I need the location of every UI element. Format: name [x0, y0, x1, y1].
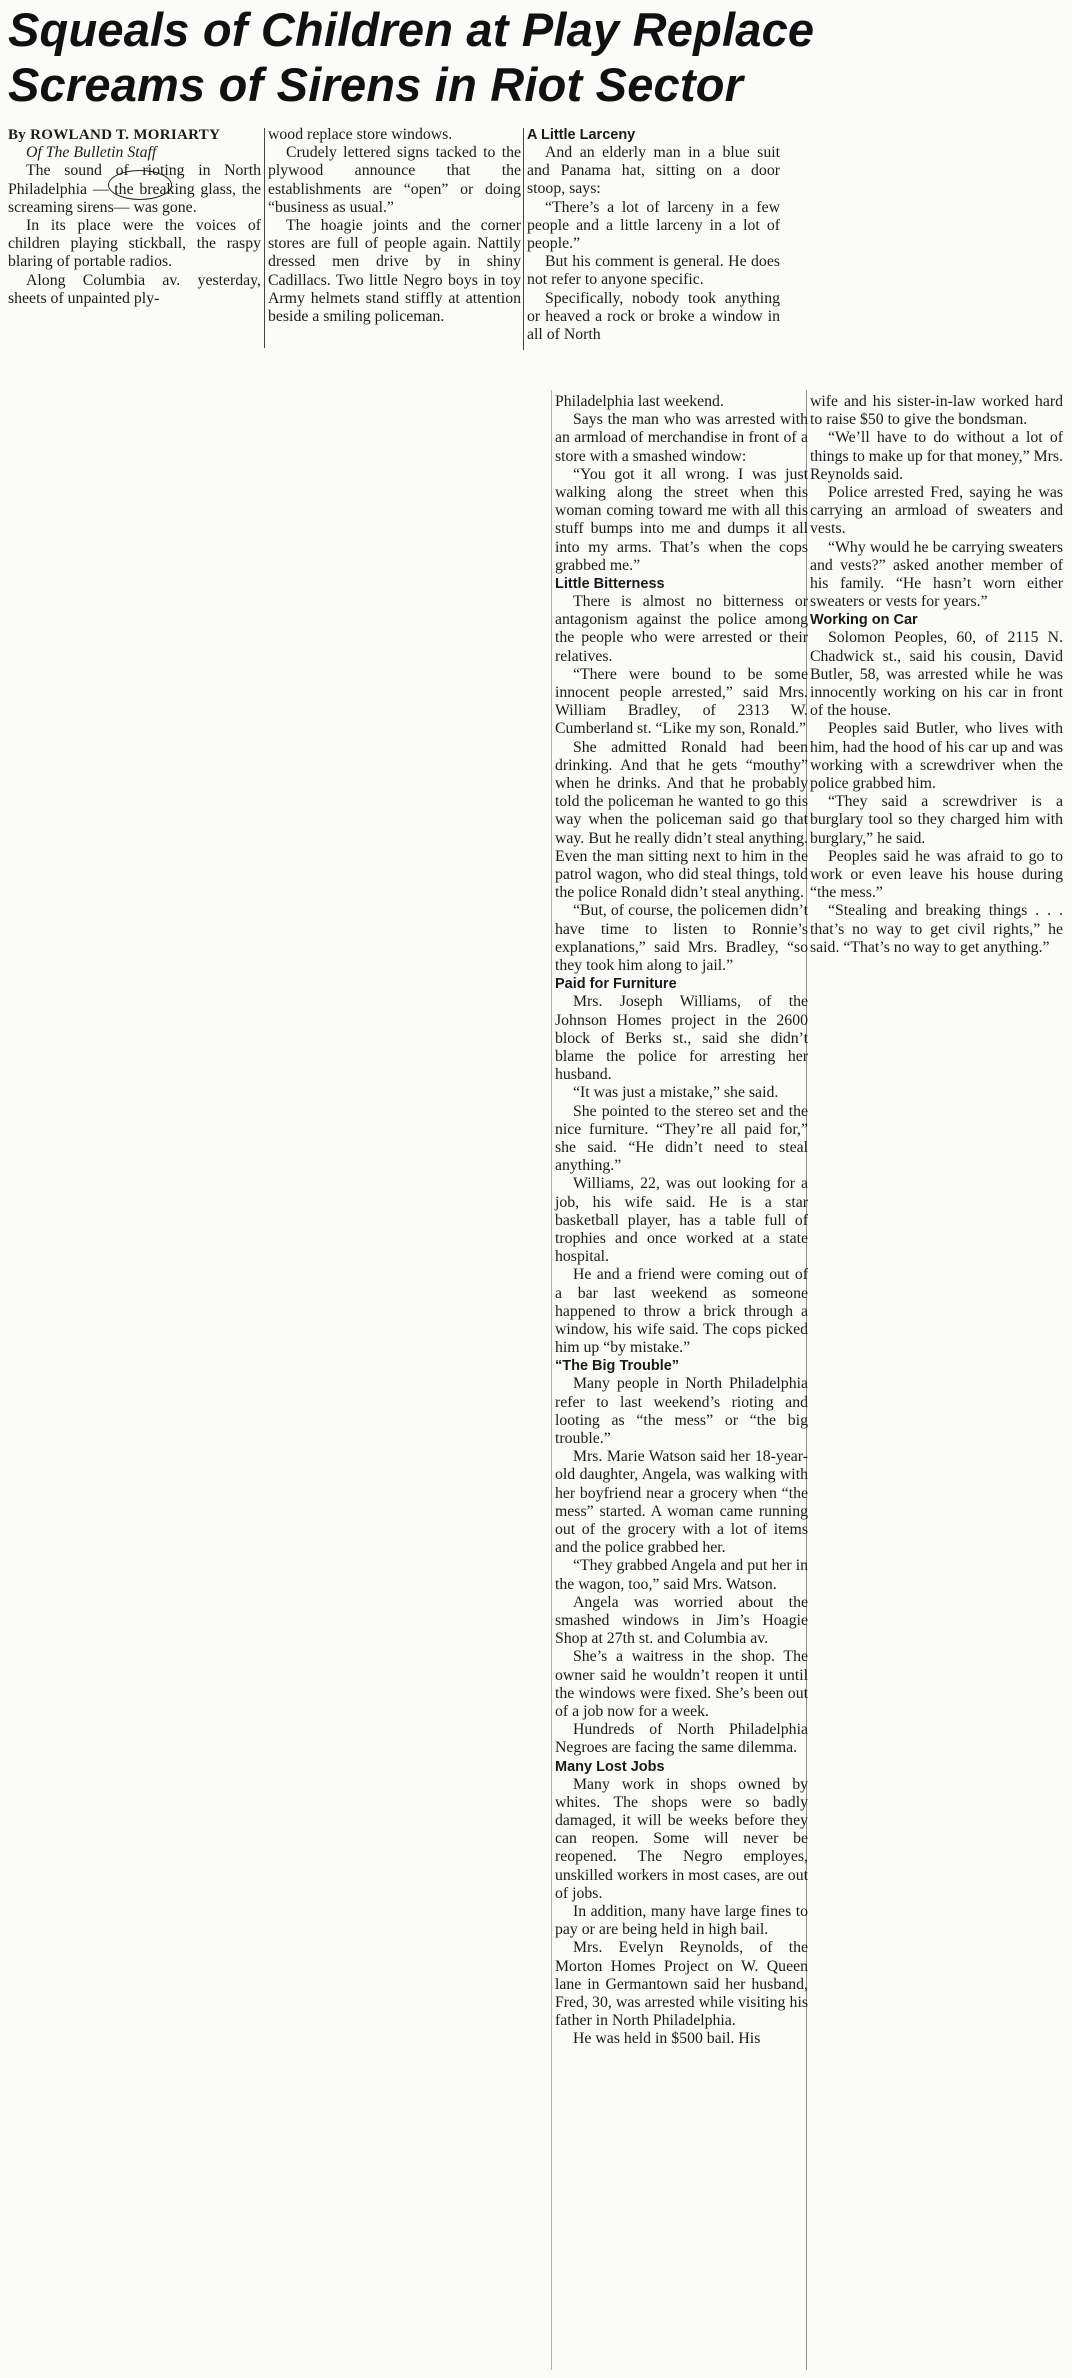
paragraph: There is almost no bitterness or antagonism against the police among the people who were arrested or their relatives. — [555, 593, 808, 665]
paragraph: Mrs. Marie Watson said her 18-year-old daughter, Angela, was walking with her boyfriend near a grocery when “the mess” started. A woman came running out of the grocery with a lot of items and the police grabbed her. — [555, 1448, 808, 1557]
paragraph: Mrs. Joseph Williams, of the Johnson Homes project in the 2600 block of Berks st., said she didn’t blame the police for arresting her husband. — [555, 993, 808, 1084]
paragraph: “It was just a mistake,” she said. — [573, 1084, 779, 1102]
paragraph: “There were bound to be some innocent people arrested,” said Mrs. William Bradley, of 2313 W. Cumberland st. “Like my son, Ronald.” — [555, 665, 808, 738]
paragraph: “They grabbed Angela and put her in the wagon, too,” said Mrs. Watson. — [555, 1557, 808, 1593]
paragraph: Williams, 22, was out looking for a job, his wife said. He is a star basketball player, has a table full of trophies and once worked at a state hospital. — [555, 1175, 808, 1266]
paragraph: He and a friend were coming out of a bar last weekend as someone happened to throw a brick through a window, his wife said. The cops picked him up “by mistake.” — [555, 1266, 808, 1357]
column-rule — [264, 128, 265, 348]
paragraph: “But, of course, the policemen didn’t have time to listen to Ronnie’s explanations,” said Mrs. Bradley, “so they took him along to jail.” — [555, 902, 808, 975]
paragraph: She’s a waitress in the shop. The owner said he wouldn’t reopen it until the windows were fixed. She’s been out of a job now for a week. — [555, 1648, 808, 1721]
article-column-2 — [268, 126, 521, 326]
article-column-5 — [810, 393, 1063, 957]
headline-line-2: Screams of Sirens in Riot Sector — [8, 58, 744, 111]
paragraph: The hoagie joints and the corner stores are full of people again. Nattily dressed men drive by in shiny Cadillacs. Two little Negro boys in toy Army helmets stand stiffly at attention beside a smiling policeman. — [268, 217, 521, 326]
paragraph: Peoples said Butler, who lives with him, had the hood of his car up and was working with a screwdriver when the police grabbed him. — [810, 720, 1063, 793]
paragraph: The sound of rioting in North Philadelphia — the breaking glass, the screaming sirens— was gone. — [8, 162, 261, 216]
paragraph: Angela was worried about the smashed windows in Jim’s Hoagie Shop at 27th st. and Columbia av. — [555, 1593, 808, 1648]
paragraph: Solomon Peoples, 60, of 2115 N. Chadwick st., said his cousin, David Butler, 58, was arrested while he was innocently working on his car in front of the house. — [810, 629, 1063, 720]
paragraph: She admitted Ronald had been drinking. And that he gets “mouthy” when he drinks. And that he probably told the policeman he wanted to go this way when the policeman said go that way. But he really didn’t steal anything. Even the man sitting next to him in the patrol wagon, who did steal things, told the police Ronald didn’t steal anything. — [555, 738, 808, 902]
subheading: Little Bitterness — [555, 576, 665, 593]
subheading: “The Big Trouble” — [555, 1358, 680, 1375]
subheading: Working on Car — [810, 612, 918, 629]
paragraph: Police arrested Fred, saying he was carrying an armload of sweaters and vests. — [810, 484, 1063, 538]
paragraph: Crudely lettered signs tacked to the plywood announce that the establishments are “open” or doing “business as usual.” — [268, 144, 521, 216]
paragraph: “Why would he be carrying sweaters and vests?” asked another member of his family. “He hasn’t worn either sweaters or vests for years.” — [810, 538, 1063, 611]
paragraph: wife and his sister-in-law worked hard to raise $50 to give the bondsman. — [810, 393, 1063, 429]
article-column-3 — [527, 126, 780, 344]
paragraph: Many people in North Philadelphia refer to last weekend’s rioting and looting as “the mess” or “the big trouble.” — [555, 1375, 808, 1447]
byline: By ROWLAND T. MORIARTY — [8, 127, 221, 143]
paragraph: Along Columbia av. yesterday, sheets of unpainted ply- — [8, 271, 261, 307]
subheading: A Little Larceny — [527, 127, 636, 143]
column-rule — [551, 390, 552, 2370]
paragraph: Mrs. Evelyn Reynolds, of the Morton Homes Project on W. Queen lane in Germantown said her husband, Fred, 30, was arrested while visiting his father in North Philadelphia. — [555, 1939, 808, 2030]
article-column-4 — [555, 393, 808, 2049]
paragraph: In addition, many have large fines to pay or are being held in high bail. — [555, 1903, 808, 1939]
paragraph: Says the man who was arrested with an armload of merchandise in front of a store with a smashed window: — [555, 411, 808, 465]
column-rule — [523, 128, 524, 350]
paragraph: And an elderly man in a blue suit and Panama hat, sitting on a door stoop, says: — [527, 144, 780, 198]
paragraph: “There’s a lot of larceny in a few people and a little larceny in a lot of people.” — [527, 198, 780, 253]
headline — [8, 2, 815, 112]
paragraph: Hundreds of North Philadelphia Negroes are facing the same dilemma. — [555, 1721, 808, 1757]
paragraph: He was held in $500 bail. His — [573, 2030, 761, 2048]
paragraph: Peoples said he was afraid to go to work or even leave his house during “the mess.” — [810, 847, 1063, 902]
paragraph: wood replace store windows. — [268, 126, 453, 143]
paragraph: Many work in shops owned by whites. The shops were so badly damaged, it will be weeks before they can reopen. Some will never be reopened. The Negro employes, unskilled workers in most cases, are out of jobs. — [555, 1775, 808, 1902]
paragraph: “Stealing and breaking things . . . that’s no way to get civil rights,” he said. “That’s no way to get anything.” — [810, 902, 1063, 956]
article-column-1 — [8, 126, 261, 308]
paragraph: In its place were the voices of children playing stickball, the raspy blaring of portable radios. — [8, 217, 261, 271]
subheading: Paid for Furniture — [555, 976, 677, 993]
paragraph: But his comment is general. He does not refer to anyone specific. — [527, 253, 780, 289]
paragraph: Specifically, nobody took anything or heaved a rock or broke a window in all of North — [527, 289, 780, 344]
subheading: Many Lost Jobs — [555, 1758, 665, 1775]
paragraph: “They said a screwdriver is a burglary tool so they charged him with burglary,” he said. — [810, 793, 1063, 847]
paragraph: “You got it all wrong. I was just walking along the street when this woman coming toward me with all this stuff bumps into me and dumps it all into my arms. That’s when the cops grabbed me.” — [555, 465, 808, 574]
column-1-body — [8, 162, 261, 308]
headline-line-1: Squeals of Children at Play Replace — [8, 3, 815, 56]
paragraph: “We’ll have to do without a lot of things to make up for that money,” Mrs. Reynolds said. — [810, 429, 1063, 483]
paragraph: Philadelphia last weekend. — [555, 393, 724, 410]
paragraph: She pointed to the stereo set and the nice furniture. “They’re all paid for,” she said. “He didn’t need to steal anything.” — [555, 1102, 808, 1175]
staff-credit: Of The Bulletin Staff — [26, 144, 157, 162]
